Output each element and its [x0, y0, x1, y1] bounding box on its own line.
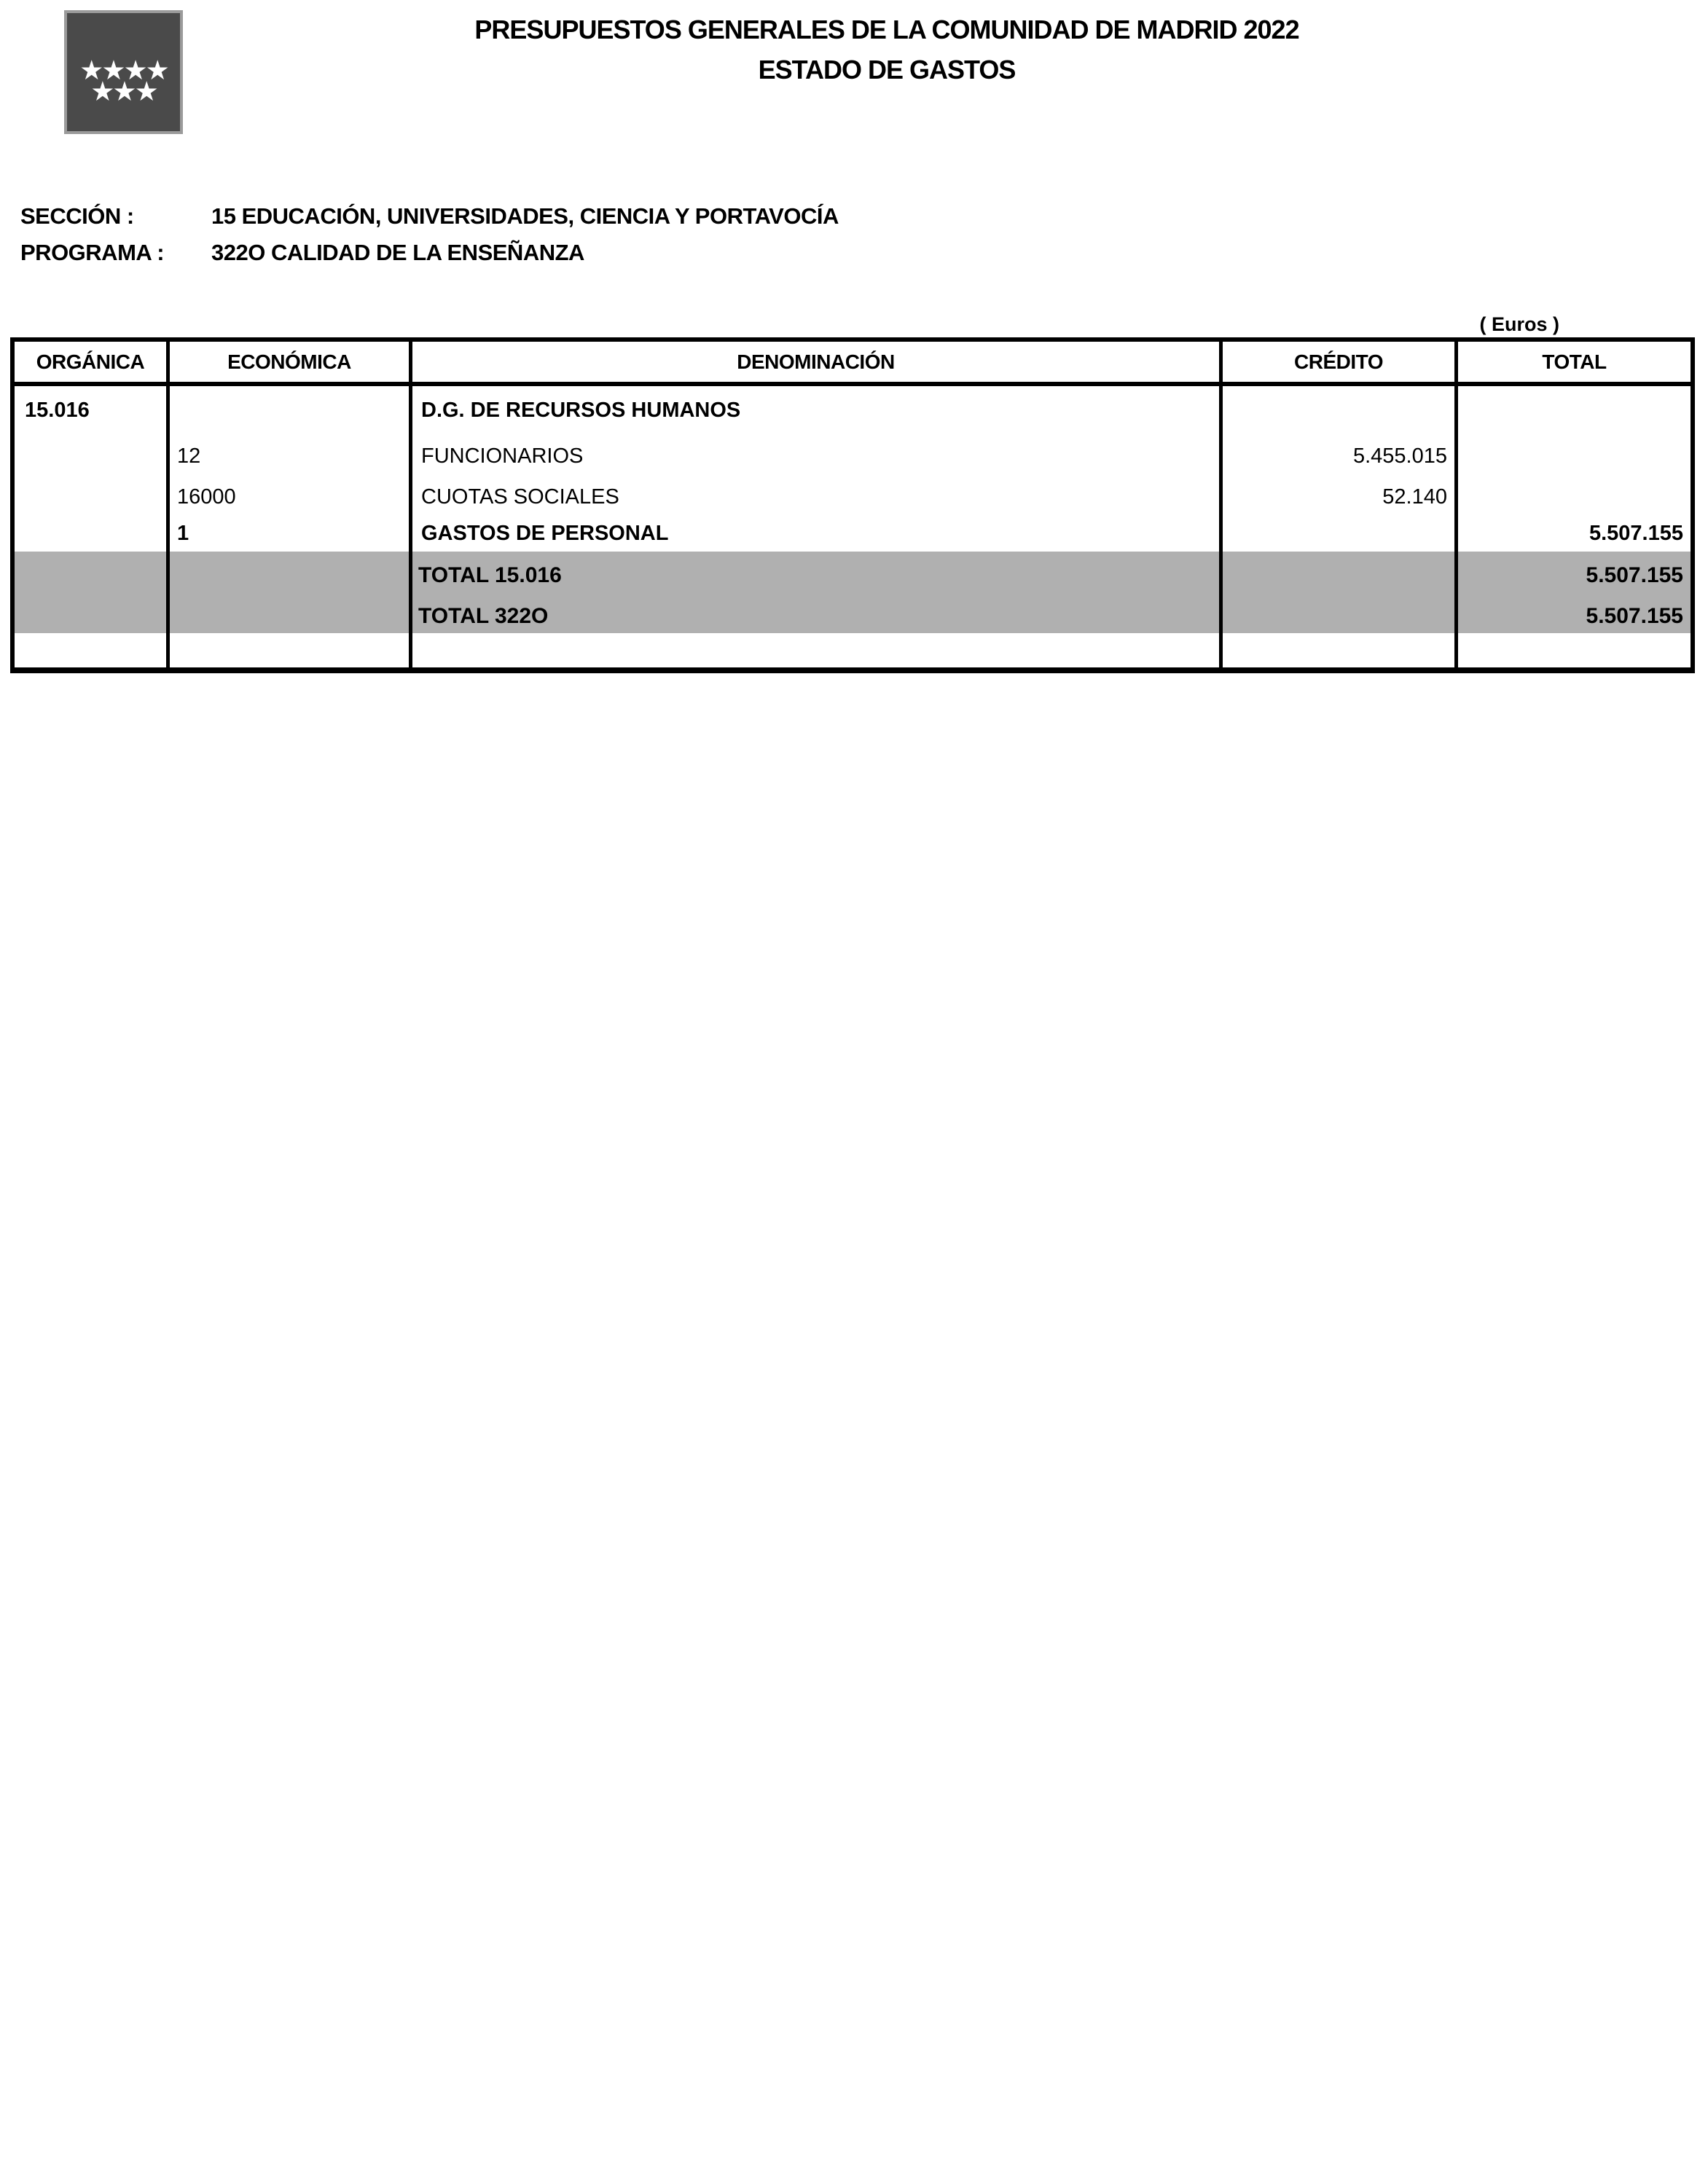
- cell-organica: [15, 633, 170, 667]
- document-title: [33, 9, 1708, 90]
- cell-denominacion: [412, 633, 1223, 667]
- cell-denominacion: TOTAL 15.016: [412, 552, 1223, 592]
- cell-denominacion: D.G. DE RECURSOS HUMANOS: [412, 386, 1223, 434]
- header-total: TOTAL: [1542, 350, 1607, 373]
- cell-credito: 52.140: [1223, 478, 1458, 516]
- cell-organica: [15, 434, 170, 478]
- cell-denominacion: TOTAL 322O: [412, 592, 1223, 633]
- cell-denominacion: CUOTAS SOCIALES: [412, 478, 1223, 516]
- cell-organica: [15, 552, 170, 592]
- cell-organica: [15, 516, 170, 552]
- header-organica: ORGÁNICA: [15, 342, 170, 382]
- cell-credito: [1223, 592, 1458, 633]
- program-value: 322O CALIDAD DE LA ENSEÑANZA: [211, 240, 584, 265]
- program-label: PROGRAMA :: [20, 240, 165, 265]
- section-program-block: [20, 198, 839, 271]
- cell-organica: [15, 592, 170, 633]
- cell-total: [1458, 478, 1691, 516]
- cell-credito: [1223, 386, 1458, 434]
- cell-economica: [170, 386, 412, 434]
- header-denominacion: DENOMINACIÓN: [412, 342, 1223, 382]
- cell-credito: [1223, 516, 1458, 552]
- cell-total: 5.507.155: [1588, 522, 1683, 545]
- stars-row-bottom-icon: ★★★: [90, 77, 157, 106]
- program-line: [20, 235, 839, 271]
- cell-denominacion: FUNCIONARIOS: [412, 434, 1223, 478]
- stars-row-top-icon: ★★★★: [79, 55, 168, 85]
- table-row: [15, 516, 1691, 552]
- cell-economica: 1: [170, 516, 412, 552]
- cell-total: [1458, 633, 1691, 667]
- section-value: 15 EDUCACIÓN, UNIVERSIDADES, CIENCIA Y PORTAVOCÍA: [211, 203, 839, 229]
- header-credito: CRÉDITO: [1223, 342, 1458, 382]
- table-row: [15, 478, 1691, 516]
- cell-organica: 15.016: [15, 386, 170, 434]
- header-economica: ECONÓMICA: [170, 342, 412, 382]
- cell-total: 5.507.155: [1458, 592, 1691, 633]
- cell-total: [1458, 386, 1691, 434]
- cell-credito: 5.455.015: [1223, 434, 1458, 478]
- cell-economica: [170, 552, 412, 592]
- cell-economica: [170, 633, 412, 667]
- title-line-1: PRESUPUESTOS GENERALES DE LA COMUNIDAD DE MADRID 2022: [474, 15, 1299, 44]
- cell-credito: [1223, 552, 1458, 592]
- total-row-organica: [15, 552, 1691, 592]
- cell-economica: 12: [170, 434, 412, 478]
- cell-economica: 16000: [170, 478, 412, 516]
- section-line: [20, 198, 839, 235]
- cell-economica: [170, 592, 412, 633]
- cell-denominacion: GASTOS DE PERSONAL: [412, 516, 1223, 552]
- cell-total: [1458, 434, 1691, 478]
- total-row-programa: [15, 592, 1691, 633]
- cell-credito: [1223, 633, 1458, 667]
- cell-total: 5.507.155: [1458, 552, 1691, 592]
- title-line-2: ESTADO DE GASTOS: [758, 55, 1016, 85]
- currency-note: ( Euros ): [1479, 313, 1559, 335]
- budget-table: [10, 337, 1695, 673]
- table-row: [15, 434, 1691, 478]
- empty-row: [15, 633, 1691, 667]
- cell-organica: [15, 478, 170, 516]
- table-row: [15, 386, 1691, 434]
- table-header-row: [15, 342, 1691, 386]
- section-label: SECCIÓN :: [20, 203, 134, 229]
